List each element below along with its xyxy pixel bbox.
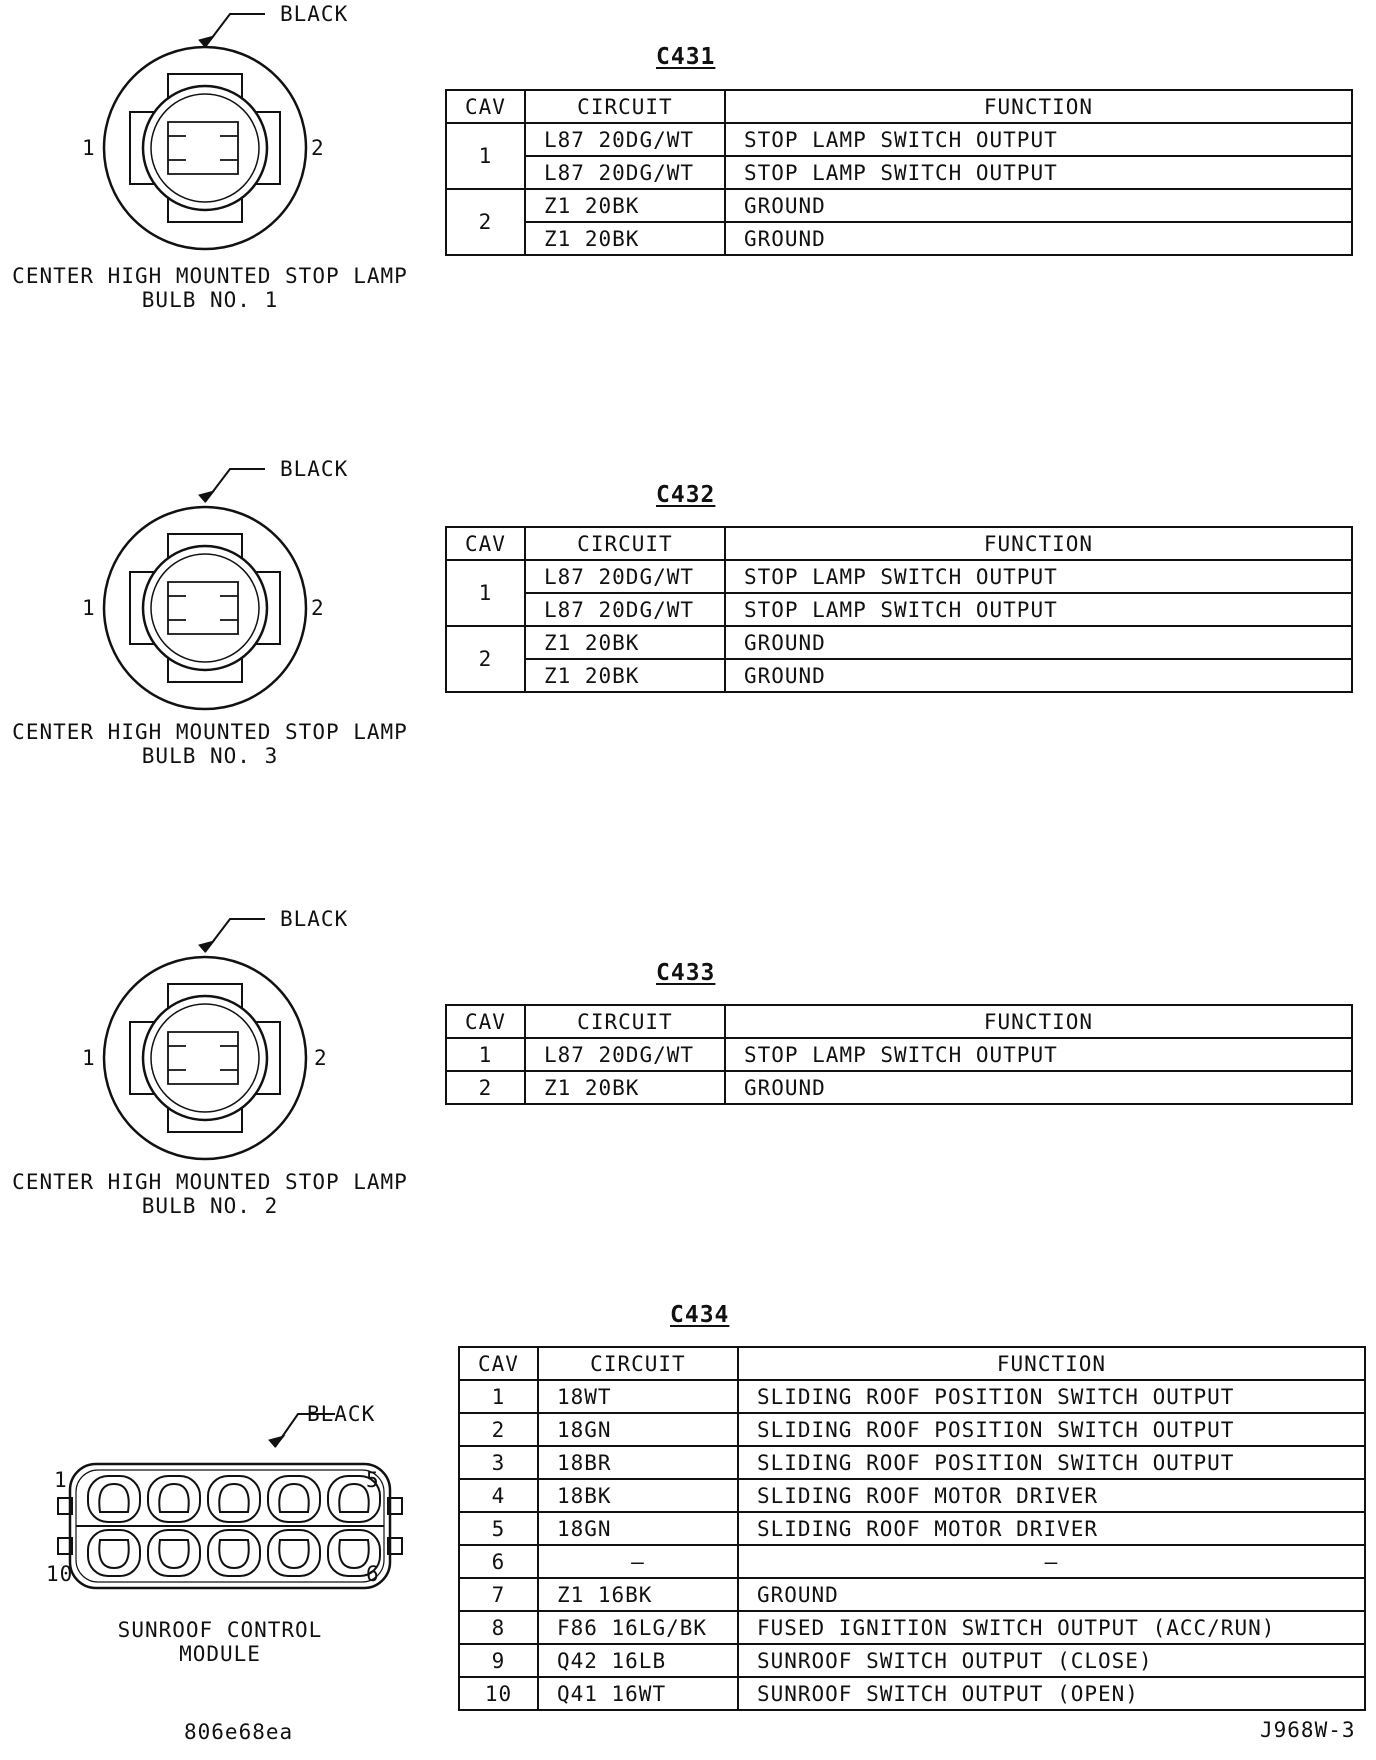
connector-caption [0,264,420,312]
cav-cell: 1 [446,560,525,626]
circuit-cell: L87 20DG/WT [525,123,725,156]
circuit-cell: Q42 16LB [538,1644,738,1677]
connector-id-title: C434 [670,1302,730,1328]
table-row [446,593,1352,626]
pin-label-bottom-right: 6 [366,1562,380,1586]
footer-left-code: 806e68ea [184,1720,294,1744]
connector-face-diagram [0,0,360,260]
function-cell: – [738,1545,1365,1578]
caption-line-1: CENTER HIGH MOUNTED STOP LAMP [12,264,408,288]
circuit-cell: 18BR [538,1446,738,1479]
pin-label-left: 1 [82,596,96,620]
caption-line-2: MODULE [179,1642,261,1666]
function-cell: GROUND [725,1071,1352,1104]
header-circuit: CIRCUIT [525,527,725,560]
header-function: FUNCTION [725,90,1352,123]
connector-caption [0,1170,420,1218]
pin-label-top-right: 5 [366,1468,380,1492]
table-row [459,1512,1365,1545]
table-row [459,1578,1365,1611]
cav-cell: 2 [446,626,525,692]
table-header-row [446,527,1352,560]
circuit-cell: Z1 20BK [525,626,725,659]
pin-label-left: 1 [82,136,96,160]
table-row [459,1446,1365,1479]
function-cell: STOP LAMP SWITCH OUTPUT [725,123,1352,156]
function-cell: GROUND [725,626,1352,659]
table-row [446,659,1352,692]
function-cell: SUNROOF SWITCH OUTPUT (OPEN) [738,1677,1365,1710]
circuit-cell: F86 16LG/BK [538,1611,738,1644]
circuit-cell: 18WT [538,1380,738,1413]
header-cav: CAV [446,527,525,560]
pin-label-left: 1 [82,1046,96,1070]
connector-face-diagram [40,1400,400,1600]
header-cav: CAV [459,1347,538,1380]
function-cell: SLIDING ROOF POSITION SWITCH OUTPUT [738,1413,1365,1446]
function-cell: GROUND [725,189,1352,222]
circuit-cell: L87 20DG/WT [525,156,725,189]
table-row [459,1380,1365,1413]
table-row [459,1413,1365,1446]
circuit-cell: Z1 20BK [525,659,725,692]
table-header-row [446,1005,1352,1038]
cav-cell: 2 [446,1071,525,1104]
table-header-row [459,1347,1365,1380]
caption-line-1: CENTER HIGH MOUNTED STOP LAMP [12,720,408,744]
function-cell: GROUND [725,659,1352,692]
table-row [446,1071,1352,1104]
header-cav: CAV [446,1005,525,1038]
function-cell: SLIDING ROOF POSITION SWITCH OUTPUT [738,1380,1365,1413]
table-row [459,1611,1365,1644]
table-header-row [446,90,1352,123]
table-row [446,560,1352,593]
header-cav: CAV [446,90,525,123]
cav-cell: 6 [459,1545,538,1578]
circuit-cell: 18GN [538,1413,738,1446]
function-cell: STOP LAMP SWITCH OUTPUT [725,156,1352,189]
table-row [446,123,1352,156]
circuit-cell: Q41 16WT [538,1677,738,1710]
header-circuit: CIRCUIT [538,1347,738,1380]
cavity-table [458,1346,1366,1711]
wire-color-label: BLACK [280,907,349,931]
table-row [459,1644,1365,1677]
table-row [446,222,1352,255]
caption-line-2: BULB NO. 3 [141,744,279,768]
cav-cell: 3 [459,1446,538,1479]
circuit-cell: – [538,1545,738,1578]
connector-caption [20,1618,420,1666]
cav-cell: 2 [459,1413,538,1446]
table-row [459,1545,1365,1578]
pin-label-bottom-left: 10 [46,1562,74,1586]
cav-cell: 9 [459,1644,538,1677]
function-cell: FUSED IGNITION SWITCH OUTPUT (ACC/RUN) [738,1611,1365,1644]
cavity-table [445,526,1353,693]
connector-id-title: C433 [656,960,716,986]
function-cell: SLIDING ROOF MOTOR DRIVER [738,1479,1365,1512]
header-function: FUNCTION [725,527,1352,560]
cav-cell: 5 [459,1512,538,1545]
circuit-cell: L87 20DG/WT [525,560,725,593]
function-cell: SUNROOF SWITCH OUTPUT (CLOSE) [738,1644,1365,1677]
wire-color-label: BLACK [280,457,349,481]
connector-face-diagram [0,455,360,715]
circuit-cell: 18GN [538,1512,738,1545]
cavity-table [445,1004,1353,1105]
function-cell: STOP LAMP SWITCH OUTPUT [725,560,1352,593]
table-row [446,156,1352,189]
function-cell: GROUND [738,1578,1365,1611]
circuit-cell: 18BK [538,1479,738,1512]
cav-cell: 1 [459,1380,538,1413]
cav-cell: 7 [459,1578,538,1611]
table-row [446,1038,1352,1071]
pin-label-top-left: 1 [54,1468,68,1492]
function-cell: SLIDING ROOF MOTOR DRIVER [738,1512,1365,1545]
connector-id-title: C431 [656,44,716,70]
pin-label-right: 2 [311,596,325,620]
wire-color-label: BLACK [280,2,349,26]
cav-cell: 1 [446,1038,525,1071]
circuit-cell: L87 20DG/WT [525,593,725,626]
caption-line-2: BULB NO. 2 [141,1194,279,1218]
function-cell: STOP LAMP SWITCH OUTPUT [725,593,1352,626]
header-circuit: CIRCUIT [525,90,725,123]
caption-line-2: BULB NO. 1 [141,288,279,312]
connector-face-diagram [0,905,360,1165]
connector-caption [0,720,420,768]
table-row [446,189,1352,222]
table-row [459,1677,1365,1710]
circuit-cell: Z1 20BK [525,222,725,255]
wire-color-label: BLACK [307,1402,376,1426]
function-cell: STOP LAMP SWITCH OUTPUT [725,1038,1352,1071]
table-row [459,1479,1365,1512]
function-cell: SLIDING ROOF POSITION SWITCH OUTPUT [738,1446,1365,1479]
cavity-table [445,89,1353,256]
cav-cell: 2 [446,189,525,255]
connector-id-title: C432 [656,482,716,508]
cav-cell: 8 [459,1611,538,1644]
table-row [446,626,1352,659]
cav-cell: 1 [446,123,525,189]
circuit-cell: Z1 20BK [525,1071,725,1104]
caption-line-1: CENTER HIGH MOUNTED STOP LAMP [12,1170,408,1194]
cav-cell: 4 [459,1479,538,1512]
pin-label-right: 2 [314,1046,328,1070]
header-circuit: CIRCUIT [525,1005,725,1038]
function-cell: GROUND [725,222,1352,255]
circuit-cell: L87 20DG/WT [525,1038,725,1071]
caption-line-1: SUNROOF CONTROL [117,1618,323,1642]
header-function: FUNCTION [738,1347,1365,1380]
circuit-cell: Z1 16BK [538,1578,738,1611]
pin-label-right: 2 [311,136,325,160]
footer-right-code: J968W-3 [1260,1718,1356,1742]
circuit-cell: Z1 20BK [525,189,725,222]
header-function: FUNCTION [725,1005,1352,1038]
cav-cell: 10 [459,1677,538,1710]
